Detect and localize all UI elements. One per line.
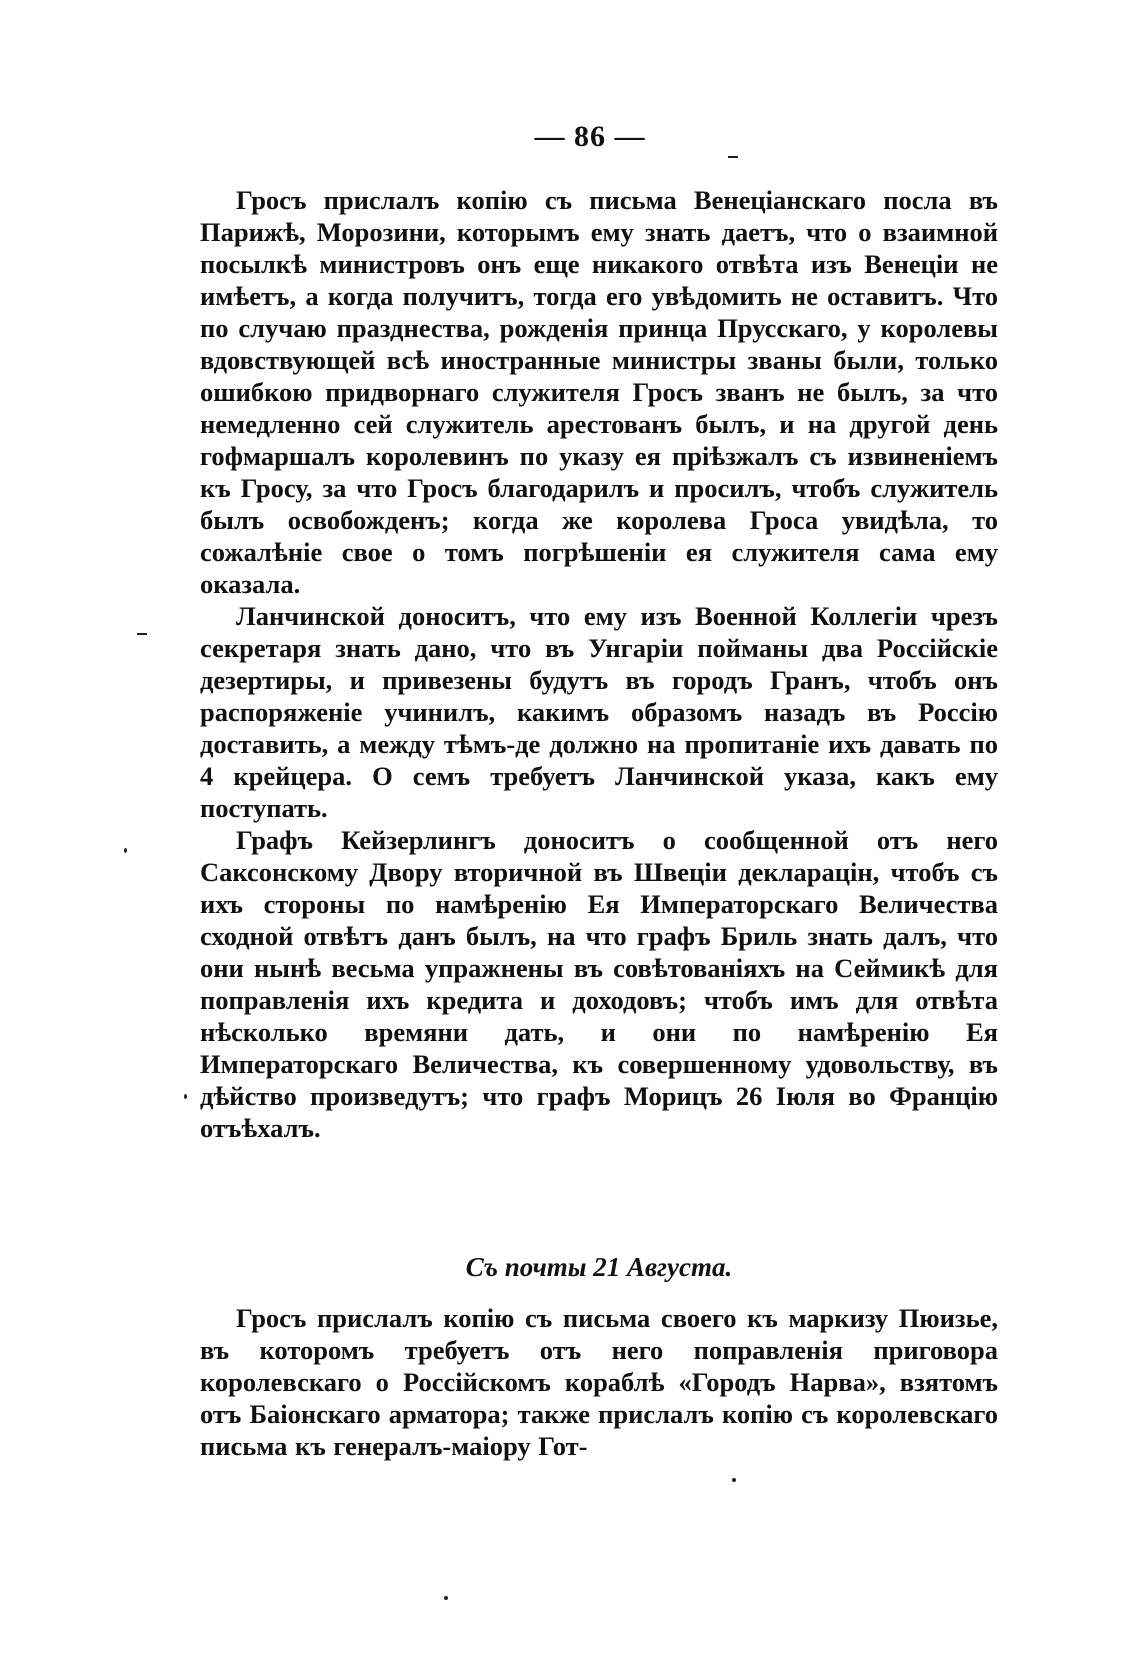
- paragraph: Гросъ прислалъ копію съ письма своего къ маркизу Пюизье, въ которомъ требуетъ отъ него поправленія приговора королевскаго о Россійскомъ кораблѣ «Городъ Нарва», взятомъ отъ Баіонскаго арматора; также прислалъ копію съ королевскаго письма къ генералъ-маіору Гот-: [200, 1303, 998, 1461]
- paragraph: Ланчинской доноситъ, что ему изъ Военной Коллегіи чрезъ секретаря знать дано, что въ Унгаріи пойманы два Россійскіе дезертиры, и привезены будутъ въ городъ Гранъ, чтобъ онъ распоряженіе учинилъ, какимъ образомъ назадъ въ Россію доставить, а между тѣмъ-де должно на пропитаніе ихъ давать по 4 крейцера. О семъ требуетъ Ланчинской указа, какъ ему поступать.: [200, 601, 998, 823]
- body-text: [200, 184, 998, 1144]
- stray-mark: [124, 848, 127, 853]
- stray-mark: [137, 633, 147, 635]
- stray-mark: [444, 1596, 448, 1600]
- stray-mark: [728, 156, 738, 158]
- stray-mark: [732, 1478, 736, 1482]
- page-number: — 86 —: [534, 120, 646, 153]
- section-body-text: [200, 1302, 998, 1462]
- stray-mark: [184, 1094, 187, 1099]
- paragraph: Графъ Кейзерлингъ доноситъ о сообщенной отъ него Саксонскому Двору вторичной въ Швеціи декларацін, чтобъ съ ихъ стороны по намѣренію Ея Императорскаго Величества сходной отвѣтъ данъ былъ, на что графъ Бриль знать далъ, что они нынѣ весьма упражнены въ совѣтованіяхъ на Сеймикѣ для поправленія ихъ кредита и доходовъ; чтобъ имъ для отвѣта нѣсколько времяни дать, и они по намѣренію Ея Императорскаго Величества, къ совершенному удовольству, въ дѣйство произведутъ; что графъ Морицъ 26 Іюля во Францію отъѣхалъ.: [200, 825, 998, 1143]
- paragraph: Гросъ прислалъ копію съ письма Венеціанскаго посла въ Парижѣ, Морозини, которымъ ему знать даетъ, что о взаимной посылкѣ министровъ онъ еще никакого отвѣта изъ Венеціи не имѣетъ, а когда получитъ, тогда его увѣдомить не оставитъ. Что по случаю празднества, рожденія принца Прусскаго, у королевы вдовствующей всѣ иностранные министры званы были, только ошибкою придворнаго служителя Гросъ званъ не былъ, за что немедленно сей служитель арестованъ былъ, и на другой день гофмаршалъ королевинъ по указу ея пріѣзжалъ съ извиненіемъ къ Гросу, за что Гросъ благодарилъ и просилъ, чтобъ служитель былъ освобожденъ; когда же королева Гроса увидѣла, то сожалѣніе свое о томъ погрѣшеніи ея служителя сама ему оказала.: [200, 185, 998, 599]
- section-heading: Съ почты 21 Августа.: [465, 1252, 733, 1282]
